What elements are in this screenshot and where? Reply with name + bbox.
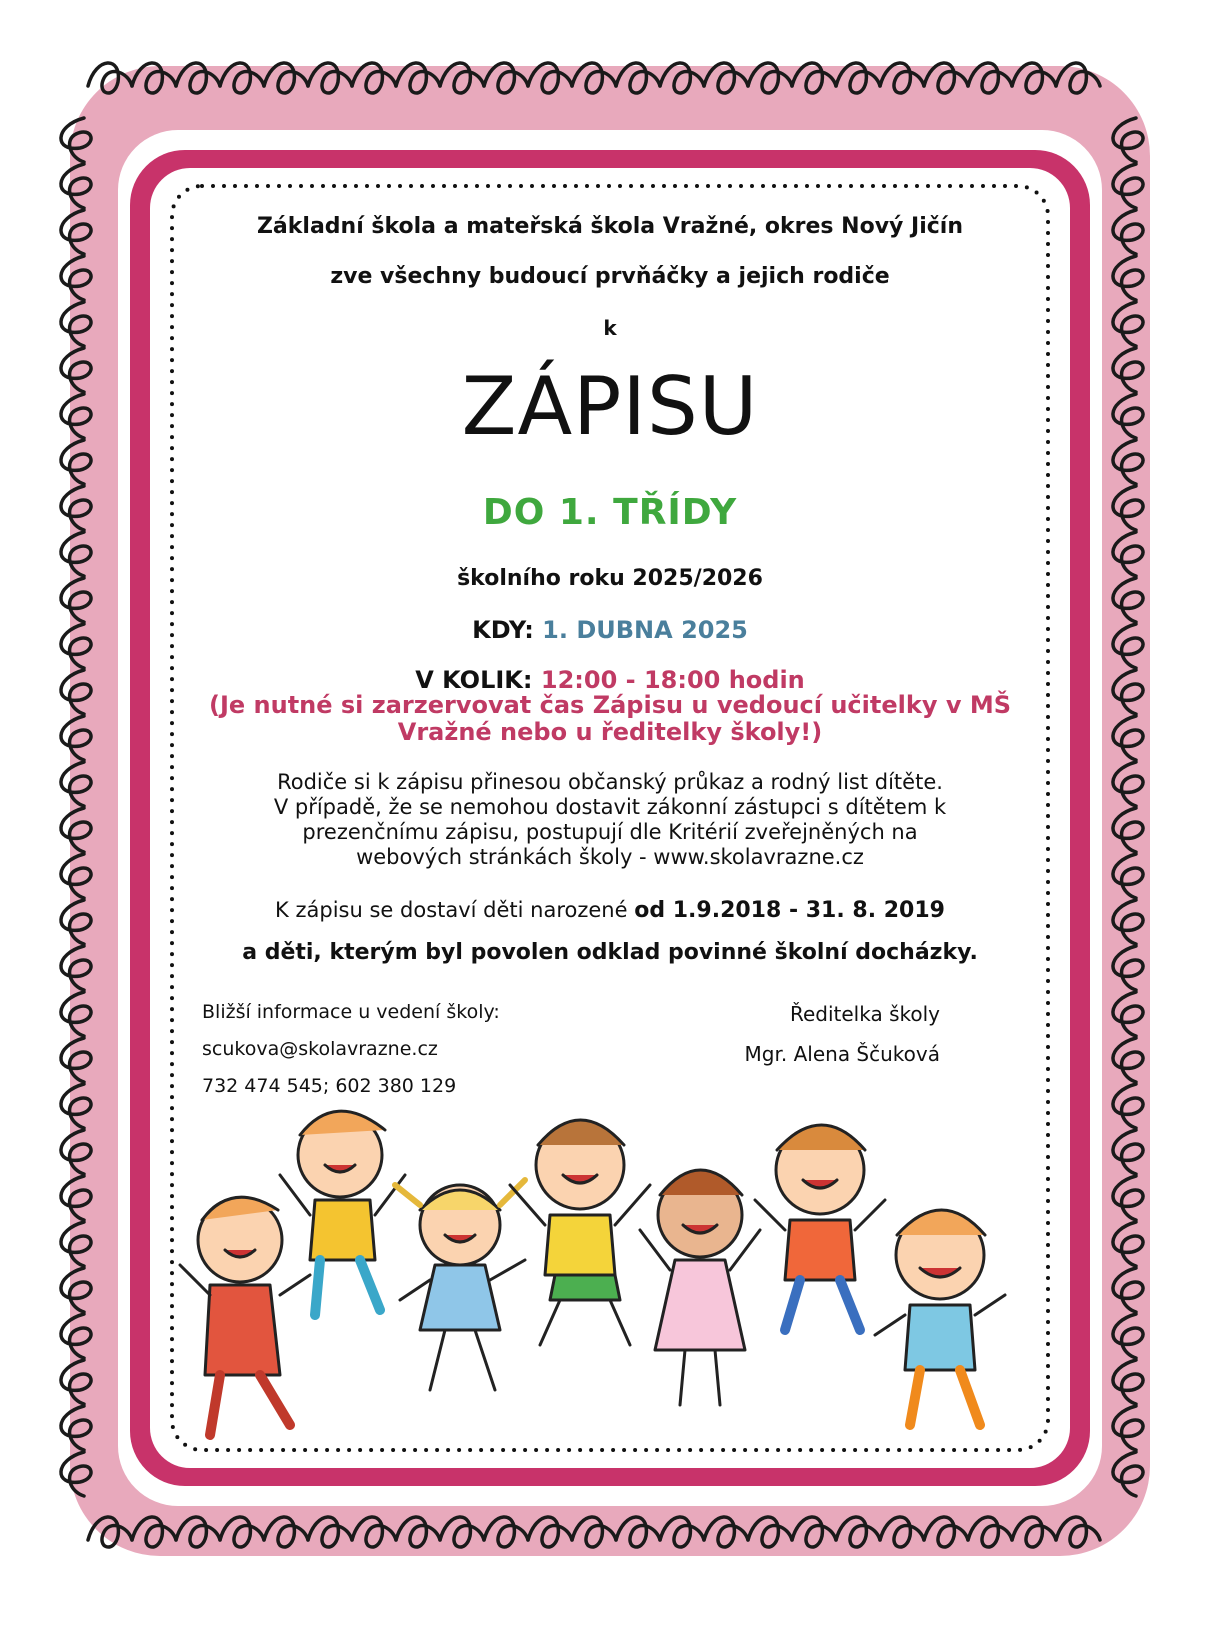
child-figure	[280, 1111, 405, 1315]
grade-heading: DO 1. TŘÍDY	[482, 492, 738, 533]
child-figure	[395, 1180, 525, 1390]
school-year: školního roku 2025/2026	[457, 566, 763, 591]
contact-heading: Bližší informace u vedení školy:	[202, 1001, 500, 1023]
signature-role: Ředitelka školy	[789, 1002, 940, 1026]
school-name: Základní škola a mateřská škola Vražné, okres Nový Jičín	[256, 214, 964, 239]
when-label: KDY:	[472, 616, 534, 644]
signature-block	[745, 994, 940, 1074]
invitation-text: zve všechny budoucí prvňáčky a jejich rodiče	[330, 264, 890, 289]
info-paragraph	[170, 770, 1050, 870]
contact-block	[202, 994, 500, 1105]
info-line: Rodiče si k zápisu přinesou občanský průkaz a rodný list dítěte.	[277, 770, 943, 794]
reservation-note	[170, 692, 1050, 746]
when-row	[170, 616, 1050, 644]
birth-range-row	[170, 898, 1050, 923]
info-line: prezenčnímu zápisu, postupují dle Kritérií zveřejněných na	[302, 820, 918, 844]
child-figure	[180, 1197, 310, 1435]
reservation-note-line: (Je nutné si zarzervovat čas Zápisu u vedoucí učitelky v MŠ	[208, 691, 1011, 719]
contact-email: scukova@skolavrazne.cz	[202, 1038, 438, 1060]
jumping-children-illustration	[170, 1090, 1070, 1490]
time-label: V KOLIK:	[415, 666, 533, 694]
info-line: V případě, že se nemohou dostavit zákonní zástupci s dítětem k	[273, 795, 947, 819]
birth-range-dates: od 1.9.2018 - 31. 8. 2019	[634, 898, 945, 923]
page-title: ZÁPISU	[461, 360, 759, 453]
child-figure	[640, 1170, 760, 1405]
birth-range-prefix: K zápisu se dostaví děti narozené	[275, 898, 635, 922]
info-line: webových stránkách školy - www.skolavrazne.cz	[356, 845, 864, 869]
child-figure	[510, 1120, 650, 1345]
time-value: 12:00 - 18:00 hodin	[540, 666, 805, 694]
when-value: 1. DUBNA 2025	[542, 616, 748, 644]
child-figure	[875, 1210, 1005, 1425]
preposition-k: k	[603, 316, 617, 340]
signature-name: Mgr. Alena Ščuková	[744, 1042, 940, 1066]
time-row	[170, 666, 1050, 694]
child-figure	[755, 1125, 885, 1330]
reservation-note-line: Vražné nebo u ředitelky školy!)	[397, 718, 823, 746]
contact-phones: 732 474 545; 602 380 129	[202, 1075, 457, 1097]
postponed-children-note: a děti, kterým byl povolen odklad povinné školní docházky.	[242, 940, 978, 965]
